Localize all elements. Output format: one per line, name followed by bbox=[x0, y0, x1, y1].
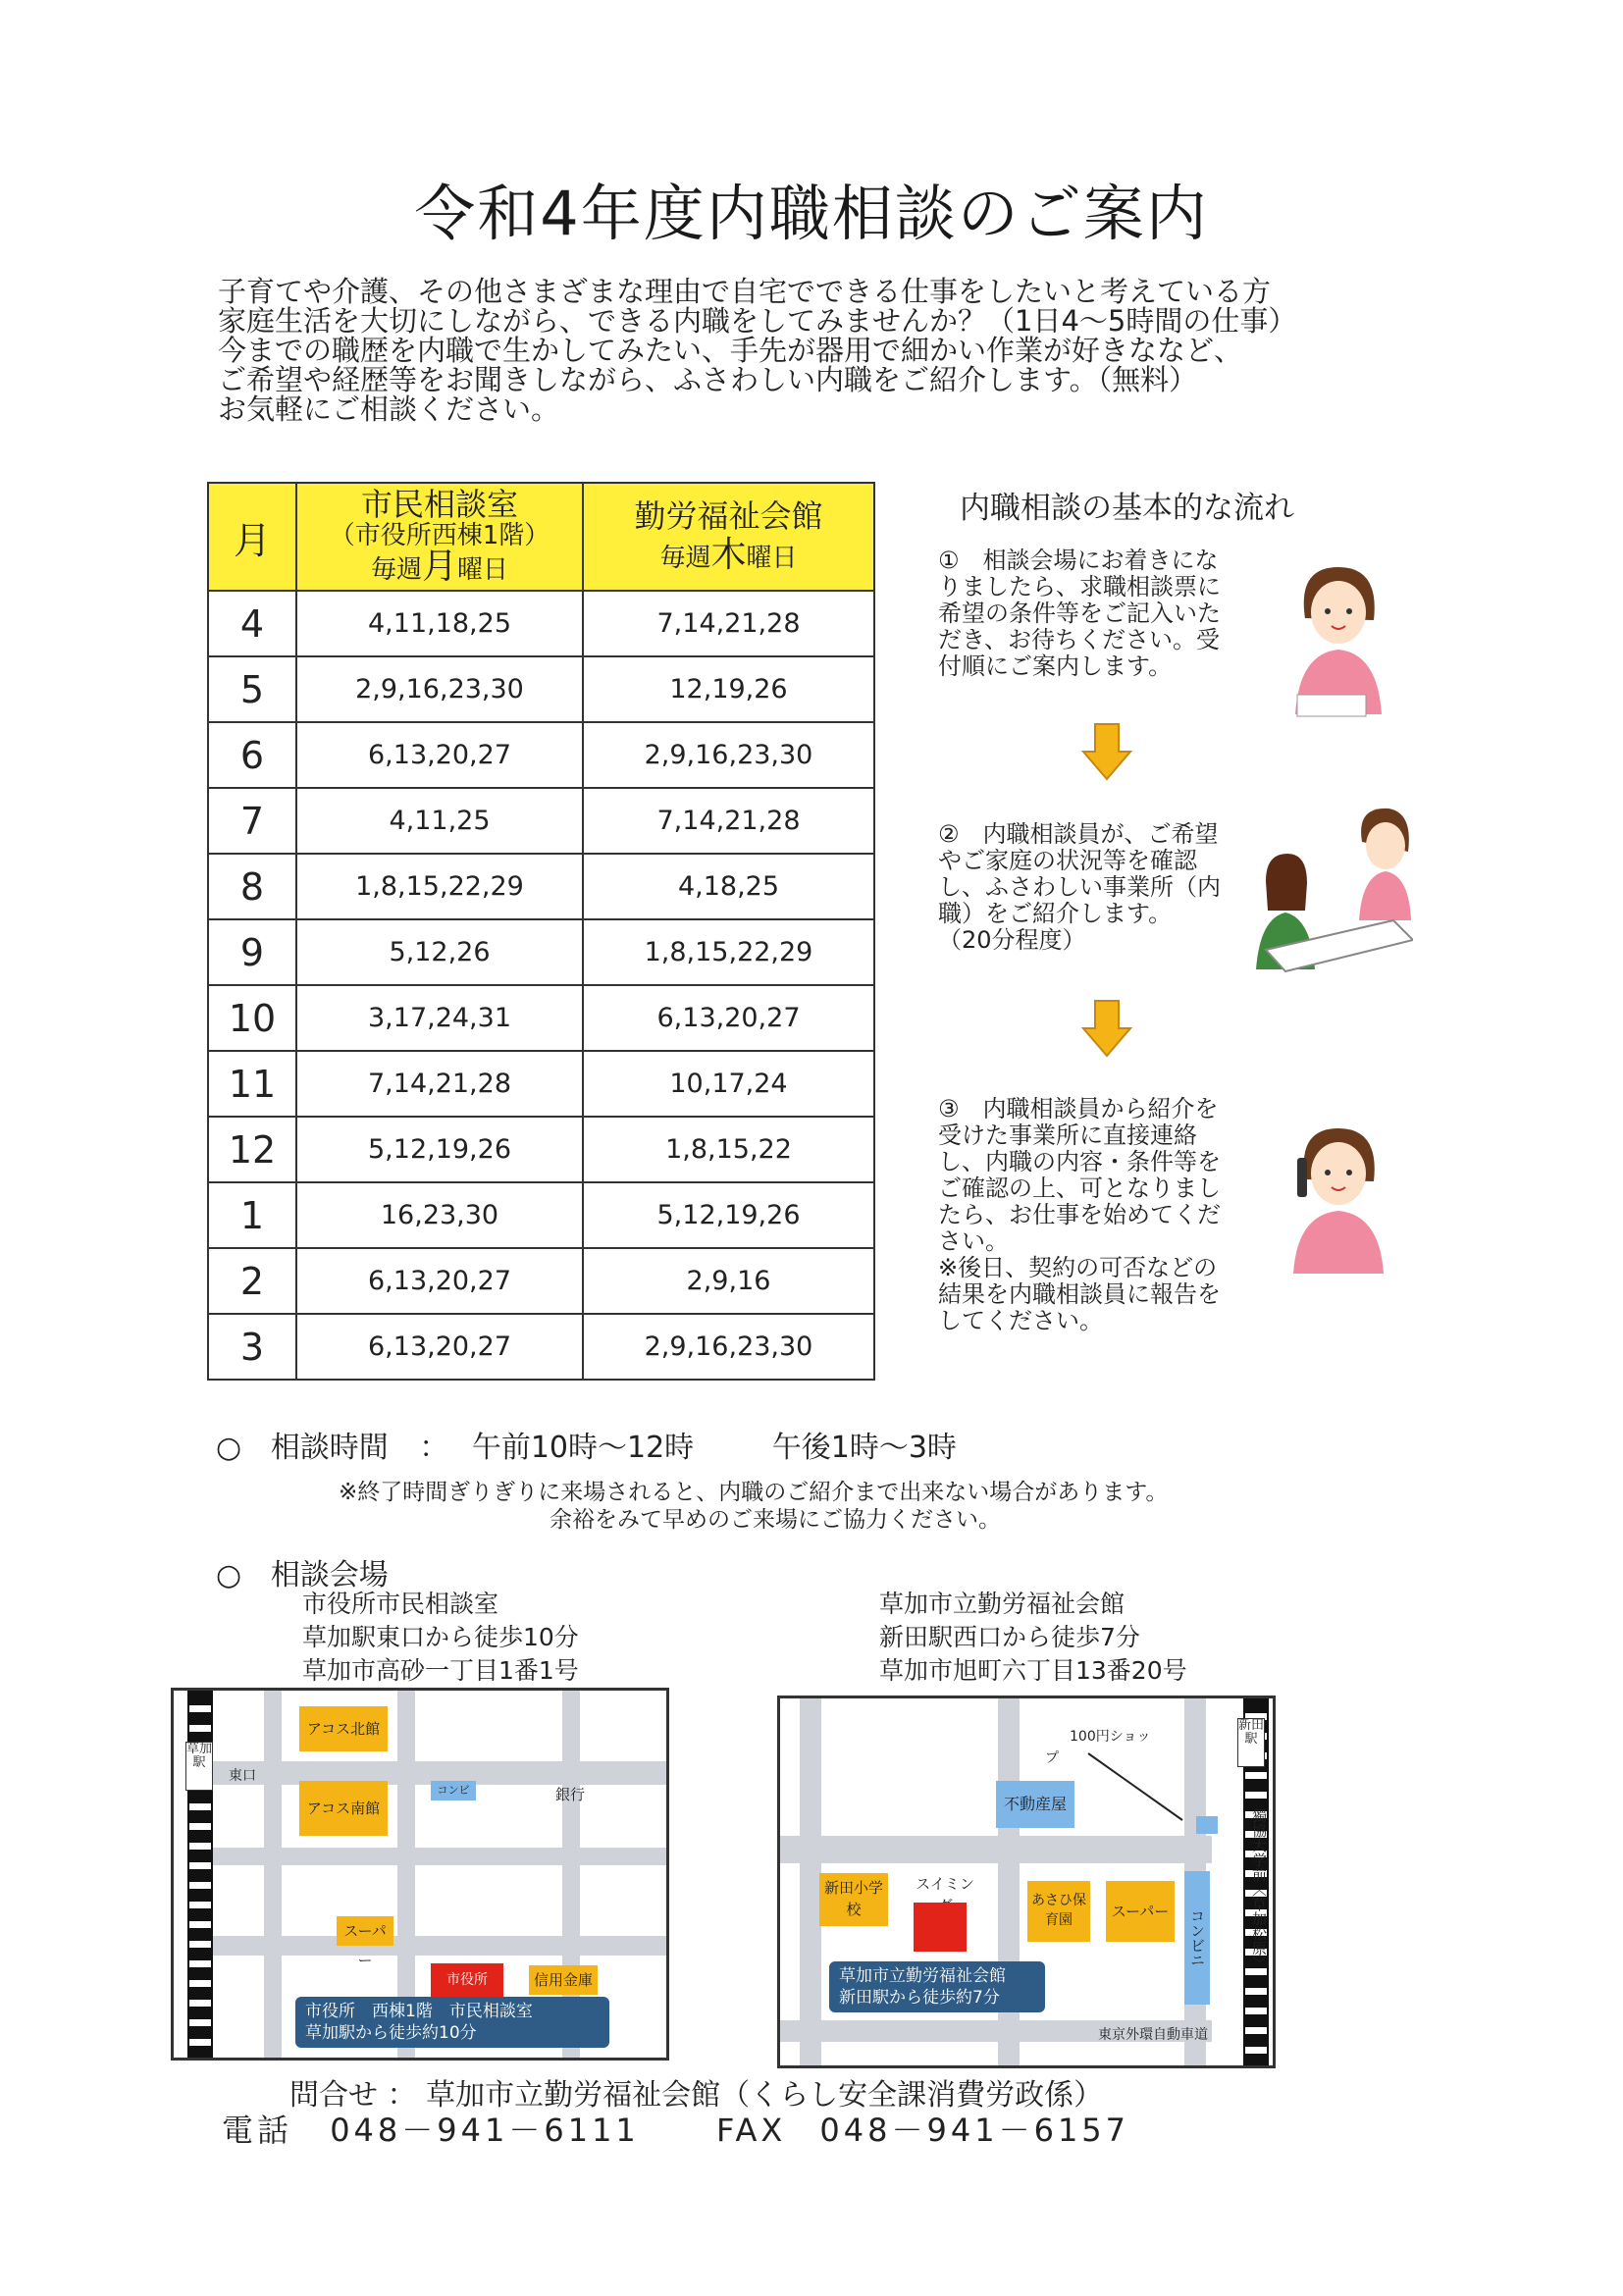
pointer-line-icon bbox=[1084, 1748, 1192, 1826]
kinro-dates: 6,13,20,27 bbox=[583, 985, 874, 1051]
fax-label: FAX bbox=[715, 2112, 787, 2149]
acos-south: アコス南館 bbox=[299, 1781, 388, 1836]
day-emphasis: 木 bbox=[710, 534, 747, 575]
step-line: ③ 内職相談員から紹介を bbox=[938, 1095, 1219, 1122]
callout-line: 草加駅から徒歩約10分 bbox=[305, 2023, 477, 2043]
step-line: りましたら、求職相談票に bbox=[938, 573, 1221, 600]
address-line: 草加市旭町六丁目13番20号 bbox=[879, 1656, 1187, 1685]
header-shimin-location: （市役所西棟1階） bbox=[329, 520, 550, 550]
shop100-label-2: プ bbox=[1045, 1750, 1059, 1766]
step-line: 結果を内職相談員に報告を bbox=[938, 1280, 1221, 1308]
contact-line: 問合せ ： 草加市立勤労福祉会館（くらし安全課消費労政係） bbox=[289, 2078, 1104, 2113]
page-title: 令和4年度内職相談のご案内 bbox=[414, 178, 1209, 249]
month-cell: 12 bbox=[208, 1117, 296, 1182]
header-shimin-day bbox=[297, 546, 582, 587]
table-row bbox=[208, 854, 874, 919]
conbini-left: コンビ bbox=[431, 1781, 476, 1800]
line-label: 獨協大学前〈草加松原〉 bbox=[1250, 1808, 1268, 1970]
realestate: 不動産屋 bbox=[996, 1781, 1074, 1828]
kinro-dates: 1,8,15,22 bbox=[583, 1117, 874, 1182]
station-sign: 新田駅 bbox=[1237, 1718, 1265, 1767]
hours-pm: 午後1時～3時 bbox=[771, 1431, 957, 1465]
step-line: 希望の条件等をご記入いた bbox=[938, 600, 1221, 627]
shimin-dates: 6,13,20,27 bbox=[296, 1314, 583, 1380]
table-row bbox=[208, 1248, 874, 1314]
step-line: さい。 bbox=[938, 1227, 1009, 1255]
month-cell: 5 bbox=[208, 656, 296, 722]
header-shimin-title: 市民相談室 bbox=[360, 485, 518, 523]
kinro-dates: 4,18,25 bbox=[583, 854, 874, 919]
shimin-dates: 4,11,18,25 bbox=[296, 591, 583, 656]
map-left-callout bbox=[295, 1997, 609, 2048]
person-phone-illustration bbox=[1278, 1119, 1395, 1276]
venue-left-address bbox=[302, 1588, 579, 1688]
hours-am: 午前10時～12時 bbox=[471, 1431, 695, 1465]
step-line: たら、お仕事を始めてくだ bbox=[938, 1201, 1221, 1228]
east-exit-label: 東口 bbox=[229, 1768, 256, 1784]
step-line: ① 相談会場にお着きにな bbox=[938, 547, 1219, 574]
shimin-dates: 1,8,15,22,29 bbox=[296, 854, 583, 919]
table-row bbox=[208, 1117, 874, 1182]
intro-line: 子育てや介護、その他さまざまな理由で自宅でできる仕事をしたいと考えている方 bbox=[218, 275, 1272, 308]
step-line: し、ふさわしい事業所（内 bbox=[938, 873, 1221, 901]
step-line: し、内職の内容・条件等を bbox=[938, 1148, 1221, 1175]
step-line: 職）をご紹介します。 bbox=[938, 900, 1173, 927]
day-suffix: 曜日 bbox=[746, 543, 798, 573]
kinro-dates: 2,9,16 bbox=[583, 1248, 874, 1314]
step-line: してください。 bbox=[938, 1307, 1103, 1334]
shinkin-bank: 信用金庫 bbox=[529, 1965, 598, 1995]
callout-line: 新田駅から徒歩約7分 bbox=[839, 1988, 1000, 2008]
kinro-dates: 2,9,16,23,30 bbox=[583, 722, 874, 788]
flow-step-1 bbox=[938, 548, 1221, 680]
address-line: 草加市立勤労福祉会館 bbox=[879, 1590, 1126, 1618]
shimin-dates: 4,11,25 bbox=[296, 788, 583, 854]
bullet-icon: ○ bbox=[216, 1558, 242, 1592]
shimin-dates: 16,23,30 bbox=[296, 1182, 583, 1248]
month-cell: 8 bbox=[208, 854, 296, 919]
table-row bbox=[208, 722, 874, 788]
month-cell: 2 bbox=[208, 1248, 296, 1314]
expressway-label: 東京外環自動車道 bbox=[1098, 2027, 1208, 2043]
flow-step-3 bbox=[938, 1096, 1221, 1334]
table-row bbox=[208, 1051, 874, 1117]
nursery: あさひ保育園 bbox=[1027, 1881, 1090, 1942]
swimming: スイミン bbox=[916, 1875, 974, 1893]
address-line: 市役所市民相談室 bbox=[302, 1590, 499, 1618]
shimin-dates: 6,13,20,27 bbox=[296, 722, 583, 788]
table-row bbox=[208, 919, 874, 985]
road bbox=[264, 1691, 282, 2058]
super-right: スーパー bbox=[1106, 1881, 1175, 1942]
callout-line: 市役所 西棟1階 市民相談室 bbox=[305, 2002, 533, 2021]
day-emphasis: 月 bbox=[421, 546, 457, 587]
month-cell: 6 bbox=[208, 722, 296, 788]
map-right-callout bbox=[829, 1961, 1045, 2012]
step-line: ※後日、契約の可否などの bbox=[938, 1254, 1218, 1281]
header-kinro bbox=[583, 483, 874, 591]
step-line: ② 内職相談員が、ご希望 bbox=[938, 820, 1219, 848]
step-line: 受けた事業所に直接連絡 bbox=[938, 1122, 1197, 1149]
map-right bbox=[777, 1696, 1276, 2068]
contact-numbers bbox=[222, 2106, 1129, 2151]
shimin-dates: 3,17,24,31 bbox=[296, 985, 583, 1051]
address-line: 草加市高砂一丁目1番1号 bbox=[302, 1656, 579, 1685]
kinro-hall-marker bbox=[914, 1903, 967, 1952]
table-row bbox=[208, 1314, 874, 1380]
month-cell: 1 bbox=[208, 1182, 296, 1248]
header-kinro-day bbox=[584, 534, 873, 575]
bank: 銀行 bbox=[554, 1786, 585, 1803]
header-kinro-title: 勤労福祉会館 bbox=[634, 496, 823, 535]
kinro-dates: 7,14,21,28 bbox=[583, 788, 874, 854]
kinro-dates: 12,19,26 bbox=[583, 656, 874, 722]
fax-number: 048－941－6157 bbox=[819, 2112, 1130, 2149]
step-line: だき、お待ちください。受 bbox=[938, 626, 1221, 653]
intro-line: お気軽にご相談ください。 bbox=[218, 392, 560, 426]
school: 新田小学校 bbox=[819, 1873, 888, 1926]
table-row bbox=[208, 788, 874, 854]
month-cell: 10 bbox=[208, 985, 296, 1051]
intro-line: ご希望や経歴等をお聞きしながら、ふさわしい内職をご紹介します。（無料） bbox=[218, 363, 1198, 396]
shop100-marker bbox=[1196, 1816, 1218, 1834]
cityhall: 市役所 bbox=[431, 1963, 503, 1997]
bullet-icon: ○ bbox=[216, 1431, 242, 1465]
consultation-illustration bbox=[1246, 803, 1413, 979]
tel-number: 048－941－6111 bbox=[330, 2112, 640, 2149]
intro-line: 家庭生活を大切にしながら、できる内職をしてみませんか？（1日4～5時間の仕事） bbox=[218, 304, 1297, 338]
hours-label: 相談時間 bbox=[270, 1431, 389, 1465]
down-arrow-icon bbox=[1081, 999, 1132, 1060]
callout-line: 草加市立勤労福祉会館 bbox=[839, 1966, 1006, 1986]
station-sign: 草加駅 bbox=[185, 1742, 213, 1791]
schedule-table bbox=[207, 482, 875, 1381]
kinro-dates: 5,12,19,26 bbox=[583, 1182, 874, 1248]
day-prefix: 毎週 bbox=[659, 543, 711, 573]
flow-step-2 bbox=[938, 821, 1221, 954]
table-row bbox=[208, 985, 874, 1051]
address-line: 新田駅西口から徒歩7分 bbox=[879, 1623, 1140, 1651]
map-left bbox=[171, 1688, 669, 2061]
shimin-dates: 2,9,16,23,30 bbox=[296, 656, 583, 722]
person-writing-illustration bbox=[1278, 557, 1395, 724]
intro-text bbox=[218, 277, 1346, 424]
hours-colon: ： bbox=[419, 1431, 449, 1465]
day-suffix: 曜日 bbox=[457, 554, 509, 585]
hours-note-1: ※終了時間ぎりぎりに来場されると、内職のご紹介まで出来ない場合があります。 bbox=[339, 1480, 1169, 1505]
hours-line bbox=[216, 1423, 957, 1466]
header-month: 月 bbox=[208, 483, 296, 591]
shimin-dates: 5,12,26 bbox=[296, 919, 583, 985]
day-prefix: 毎週 bbox=[370, 554, 422, 585]
step-line: ご確認の上、可となりまし bbox=[938, 1174, 1221, 1202]
kinro-dates: 7,14,21,28 bbox=[583, 591, 874, 656]
step-line: （20分程度） bbox=[938, 926, 1086, 954]
step-line: やご家庭の状況等を確認 bbox=[938, 847, 1197, 874]
road bbox=[800, 1698, 821, 2065]
table-row bbox=[208, 656, 874, 722]
super-left: スーパー bbox=[337, 1916, 393, 1946]
venue-right-address bbox=[879, 1588, 1187, 1688]
flow-title: 内職相談の基本的な流れ bbox=[960, 491, 1294, 526]
table-row bbox=[208, 591, 874, 656]
shimin-dates: 5,12,19,26 bbox=[296, 1117, 583, 1182]
month-cell: 9 bbox=[208, 919, 296, 985]
shimin-dates: 7,14,21,28 bbox=[296, 1051, 583, 1117]
venue-label: 相談会場 bbox=[270, 1558, 389, 1592]
month-cell: 3 bbox=[208, 1314, 296, 1380]
address-line: 草加駅東口から徒歩10分 bbox=[302, 1623, 579, 1651]
tel-label: 電話 bbox=[222, 2112, 293, 2149]
kinro-dates: 1,8,15,22,29 bbox=[583, 919, 874, 985]
shop100-label: 100円ショッ bbox=[1070, 1729, 1151, 1745]
month-cell: 11 bbox=[208, 1051, 296, 1117]
table-row bbox=[208, 1182, 874, 1248]
shimin-dates: 6,13,20,27 bbox=[296, 1248, 583, 1314]
conbini-right: コンビニ bbox=[1184, 1871, 1210, 2005]
step-line: 付順にご案内します。 bbox=[938, 652, 1173, 680]
hours-note-2: 余裕をみて早めのご来場にご協力ください。 bbox=[550, 1507, 1001, 1533]
table-header-row bbox=[208, 483, 874, 591]
kinro-dates: 2,9,16,23,30 bbox=[583, 1314, 874, 1380]
month-cell: 4 bbox=[208, 591, 296, 656]
header-shimin bbox=[296, 483, 583, 591]
acos-north: アコス北館 bbox=[299, 1706, 388, 1751]
road bbox=[780, 1836, 1212, 1863]
intro-line: 今までの職歴を内職で生かしてみたい、手先が器用で細かい作業が好きななど、 bbox=[218, 334, 1243, 367]
down-arrow-icon bbox=[1081, 722, 1132, 783]
month-cell: 7 bbox=[208, 788, 296, 854]
kinro-dates: 10,17,24 bbox=[583, 1051, 874, 1117]
